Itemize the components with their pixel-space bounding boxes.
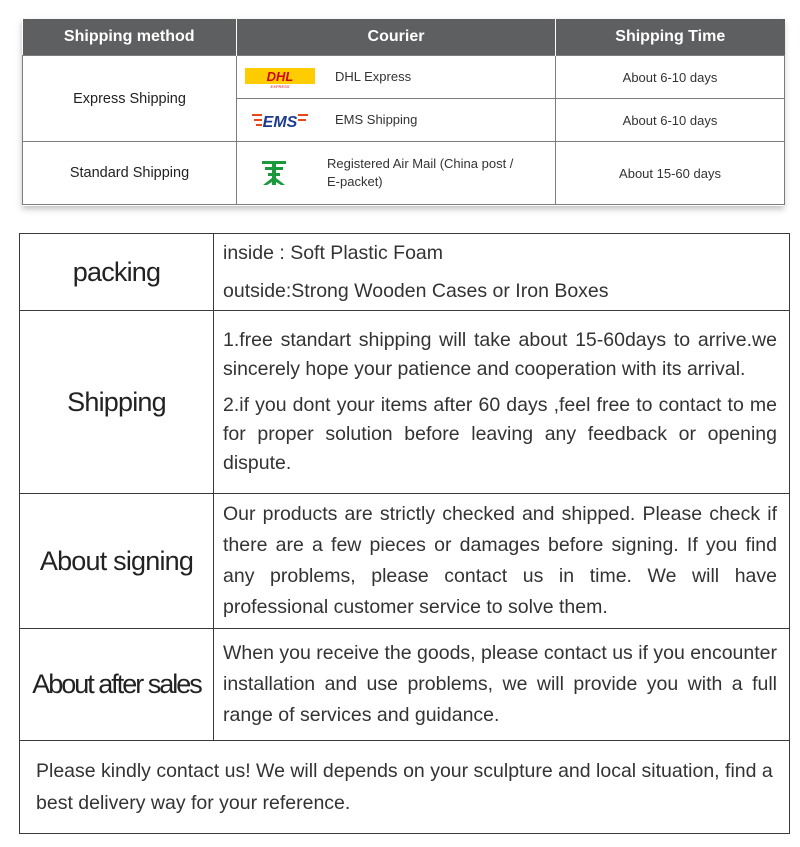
after-sales-label: About after sales <box>20 629 214 741</box>
chinapost-name-line2: E-packet) <box>327 174 383 189</box>
shipping-row <box>20 311 790 494</box>
shipping-header-row <box>23 19 785 56</box>
packing-row <box>20 234 790 311</box>
packing-label: packing <box>20 234 214 311</box>
dhl-shipping-time: About 6-10 days <box>556 56 785 99</box>
signing-label: About signing <box>20 494 214 629</box>
chinapost-shipping-time: About 15-60 days <box>556 142 785 205</box>
after-sales-content <box>214 629 790 741</box>
after-sales-row <box>20 629 790 741</box>
after-sales-text: When you receive the goods, please contact us if you encounter installation and use problems, we will provide you with a full range of services and guidance. <box>223 642 777 726</box>
packing-outside: outside:Strong Wooden Cases or Iron Boxes <box>223 280 609 302</box>
header-courier: Courier <box>237 19 556 56</box>
chinapost-courier-cell <box>237 142 556 205</box>
packing-inside: inside : Soft Plastic Foam <box>223 242 444 264</box>
policy-info-table <box>19 233 790 834</box>
shipping-content <box>214 311 790 494</box>
signing-content <box>214 494 790 629</box>
footer-row <box>20 741 790 834</box>
header-shipping-method: Shipping method <box>23 19 237 56</box>
chinapost-name-line1: Registered Air Mail (China post / <box>327 156 514 171</box>
ems-logo-text: EMS <box>262 114 298 131</box>
signing-text: Our products are strictly checked and shipped. Please check if there are a few pieces or damages before signing. If you find any problems, please contact us in time. We will have professional customer service to solve them. <box>223 503 777 618</box>
standard-row <box>23 142 785 205</box>
express-row-dhl <box>23 56 785 99</box>
signing-row <box>20 494 790 629</box>
standard-shipping-label: Standard Shipping <box>23 142 237 205</box>
shipping-paragraph-1: 1.free standart shipping will take about 15-60days to arrive.we sincerely hope your patience and cooperation with its arrival. <box>223 329 777 380</box>
ems-shipping-time: About 6-10 days <box>556 99 785 142</box>
dhl-express-name: DHL Express <box>335 69 412 84</box>
china-post-logo-icon <box>237 158 311 188</box>
shipping-methods-table <box>22 19 785 205</box>
header-shipping-time: Shipping Time <box>556 19 785 56</box>
packing-content <box>214 234 790 311</box>
dhl-courier-cell <box>237 56 556 99</box>
ems-shipping-name: EMS Shipping <box>335 112 418 127</box>
dhl-logo-icon <box>237 65 323 89</box>
chinapost-name <box>311 155 513 191</box>
dhl-logo-text: DHL <box>266 69 294 84</box>
express-shipping-label: Express Shipping <box>23 56 237 142</box>
ems-courier-cell <box>237 99 556 142</box>
shipping-methods-table-wrapper <box>22 19 784 206</box>
footer-note: Please kindly contact us! We will depends on your sculpture and local situation, find a best delivery way for your reference. <box>20 741 790 834</box>
ems-logo-icon <box>237 108 323 132</box>
shipping-paragraph-2: 2.if you dont your items after 60 days ,feel free to contact to me for proper solution before leaving any feedback or opening dispute. <box>223 394 777 474</box>
shipping-label: Shipping <box>20 311 214 494</box>
dhl-logo-sub: EXPRESS <box>270 84 290 89</box>
